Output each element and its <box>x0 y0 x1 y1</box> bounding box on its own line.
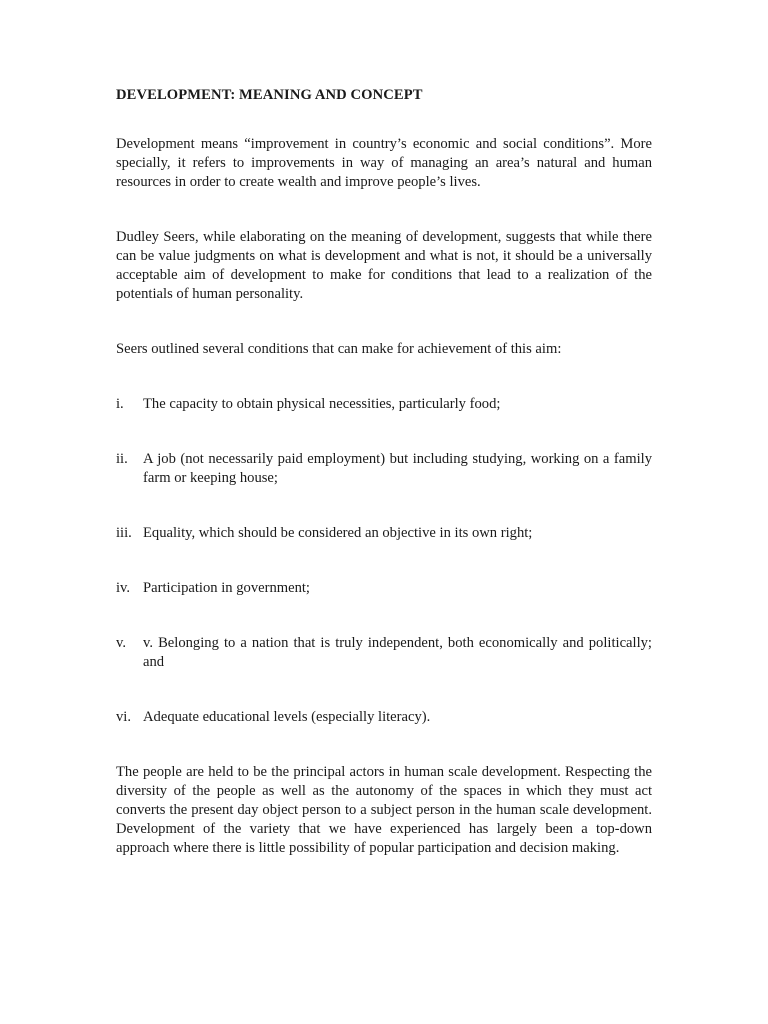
list-item <box>116 450 652 488</box>
document-title: DEVELOPMENT: MEANING AND CONCEPT <box>116 87 423 103</box>
list-item-number: v. <box>116 635 126 651</box>
list-item-number: iii. <box>116 525 132 541</box>
list-item-number: i. <box>116 396 124 412</box>
list-item-text: The capacity to obtain physical necessities, particularly food; <box>143 396 501 412</box>
list-item-number: ii. <box>116 451 128 467</box>
list-item <box>116 524 652 543</box>
list-item-text: Adequate educational levels (especially literacy). <box>143 709 431 725</box>
list-item-text: Participation in government; <box>143 580 310 596</box>
list-item-text: A job (not necessarily paid employment) but including studying, working on a family farm or keeping house; <box>143 451 652 486</box>
list-item <box>116 634 652 672</box>
paragraph-closing: The people are held to be the principal actors in human scale development. Respecting the diversity of the people as well as the autonomy of the spaces in which they must act converts the present day object person to a subject person in the human scale development. Development of the variety that we have experienced has largely been a top-down approach where there is little possibility of popular participation and decision making. <box>116 764 652 856</box>
list-item-text: Equality, which should be considered an objective in its own right; <box>143 525 533 541</box>
list-item-text: v. Belonging to a nation that is truly independent, both economically and politically; and <box>143 635 652 670</box>
paragraph-conditions-intro: Seers outlined several conditions that can make for achievement of this aim: <box>116 341 562 357</box>
list-item-number: vi. <box>116 709 131 725</box>
list-item <box>116 395 652 414</box>
list-item <box>116 708 652 727</box>
list-item-number: iv. <box>116 580 131 596</box>
conditions-list <box>116 395 652 727</box>
list-item <box>116 579 652 598</box>
document-page <box>116 86 652 858</box>
paragraph-dudley-seers: Dudley Seers, while elaborating on the meaning of development, suggests that while there can be value judgments on what is development and what is not, it should be a universally acceptable aim of development to make for conditions that lead to a realization of the potentials of human personality. <box>116 229 652 302</box>
paragraph-definition: Development means “improvement in country’s economic and social conditions”. More specially, it refers to improvements in way of managing an area’s natural and human resources in order to create wealth and improve people’s lives. <box>116 136 652 190</box>
